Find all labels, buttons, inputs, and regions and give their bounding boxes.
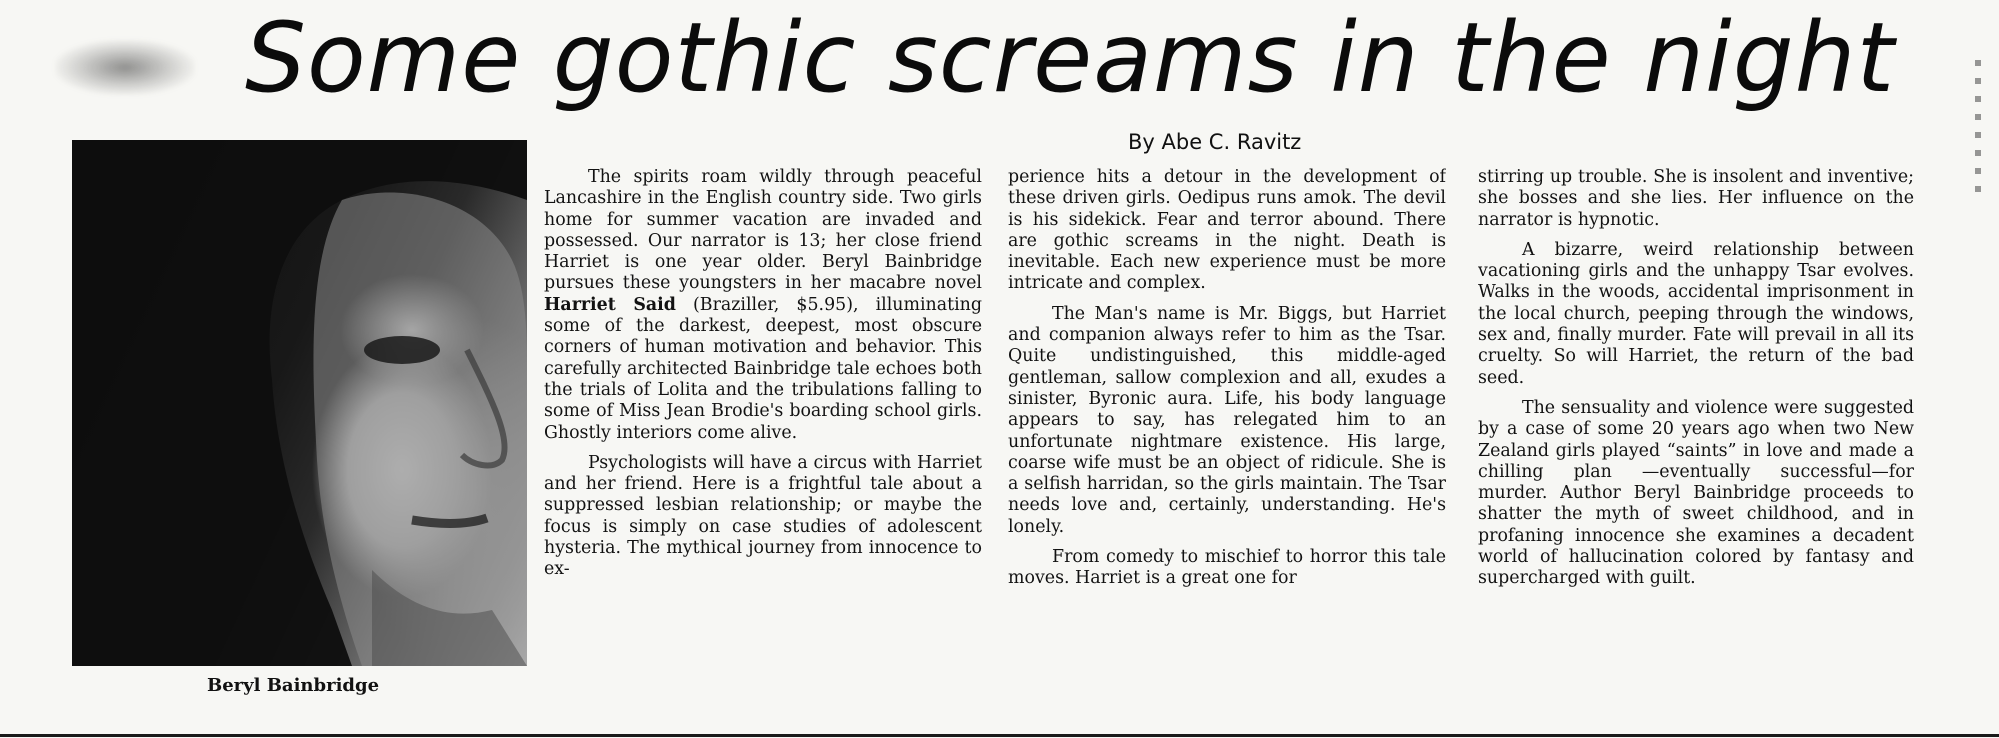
bottom-rule — [0, 734, 1999, 737]
paragraph: stirring up trouble. She is insolent and inventive; she bosses and she lies. Her influence on the narrator is hypnotic. — [1478, 167, 1914, 230]
article-column-1 — [544, 167, 982, 712]
paragraph: The Man's name is Mr. Biggs, but Harriet and companion always refer to him as the Tsar. Quite undistinguished, this middle-aged gentleman, sallow complexion and all, exudes a sinister, Byronic aura. Life, his body language appears to say, has relegated him to an unfortunate nightmare existence. His large, coarse wife must be an object of ridicule. She is a selfish harridan, so the girls maintain. The Tsar needs love and, certainly, understanding. He's lonely. — [1008, 303, 1446, 537]
paragraph: The sensuality and violence were suggested by a case of some 20 years ago when two New Zealand girls played “saints” in love and made a chilling plan —eventually successful—for murder. Author Beryl Bainbridge proceeds to shatter the myth of sweet childhood, and in profaning innocence she examines a decadent world of hallucination colored by fantasy and supercharged with guilt. — [1478, 397, 1914, 589]
article-column-2 — [1008, 167, 1446, 712]
paragraph: perience hits a detour in the development of these driven girls. Oedipus runs amok. The devil is his sidekick. Fear and terror abound. There are gothic screams in the night. Death is inevitable. Each new experience must be more intricate and complex. — [1008, 167, 1446, 294]
author-portrait-illustration — [72, 140, 527, 666]
print-smudge — [55, 40, 195, 95]
paragraph-text: (Braziller, $5.95), illuminating some of the darkest, deepest, most obscure corners of human motivation and behavior. This carefully architected Bainbridge tale echoes both the trials of Lolita and the tribulations falling to some of Miss Jean Brodie's boarding school girls. Ghostly interiors come alive. — [544, 294, 982, 443]
author-photo — [72, 140, 527, 666]
scan-edge-marks — [1975, 60, 1981, 200]
paragraph: Psychologists will have a circus with Harriet and her friend. Here is a frightful tale about a suppressed lesbian relationship; or maybe the focus is simply on case studies of adolescent hysteria. The mythical journey from innocence to ex- — [544, 452, 982, 580]
byline: By Abe C. Ravitz — [1128, 130, 1302, 154]
book-title: Harriet Said — [544, 294, 676, 315]
headline: Some gothic screams in the night — [245, 2, 1896, 114]
paragraph-text: The spirits roam wildly through peaceful Lancashire in the English country side. Two girls home for summer vacation are invaded and possessed. Our narrator is 13; her close friend Harriet is one year older. Beryl Bainbridge pursues these youngsters in her macabre novel — [544, 167, 982, 294]
paragraph — [544, 167, 982, 444]
paragraph: A bizarre, weird relationship between vacationing girls and the unhappy Tsar evolves. Walks in the woods, accidental imprisonment in the local church, peeping through the windows, sex and, finally murder. Fate will prevail in all its cruelty. So will Harriet, the return of the bad seed. — [1478, 239, 1914, 388]
article-column-3 — [1478, 167, 1914, 712]
photo-caption: Beryl Bainbridge — [207, 675, 380, 696]
paragraph: From comedy to mischief to horror this tale moves. Harriet is a great one for — [1008, 547, 1446, 589]
